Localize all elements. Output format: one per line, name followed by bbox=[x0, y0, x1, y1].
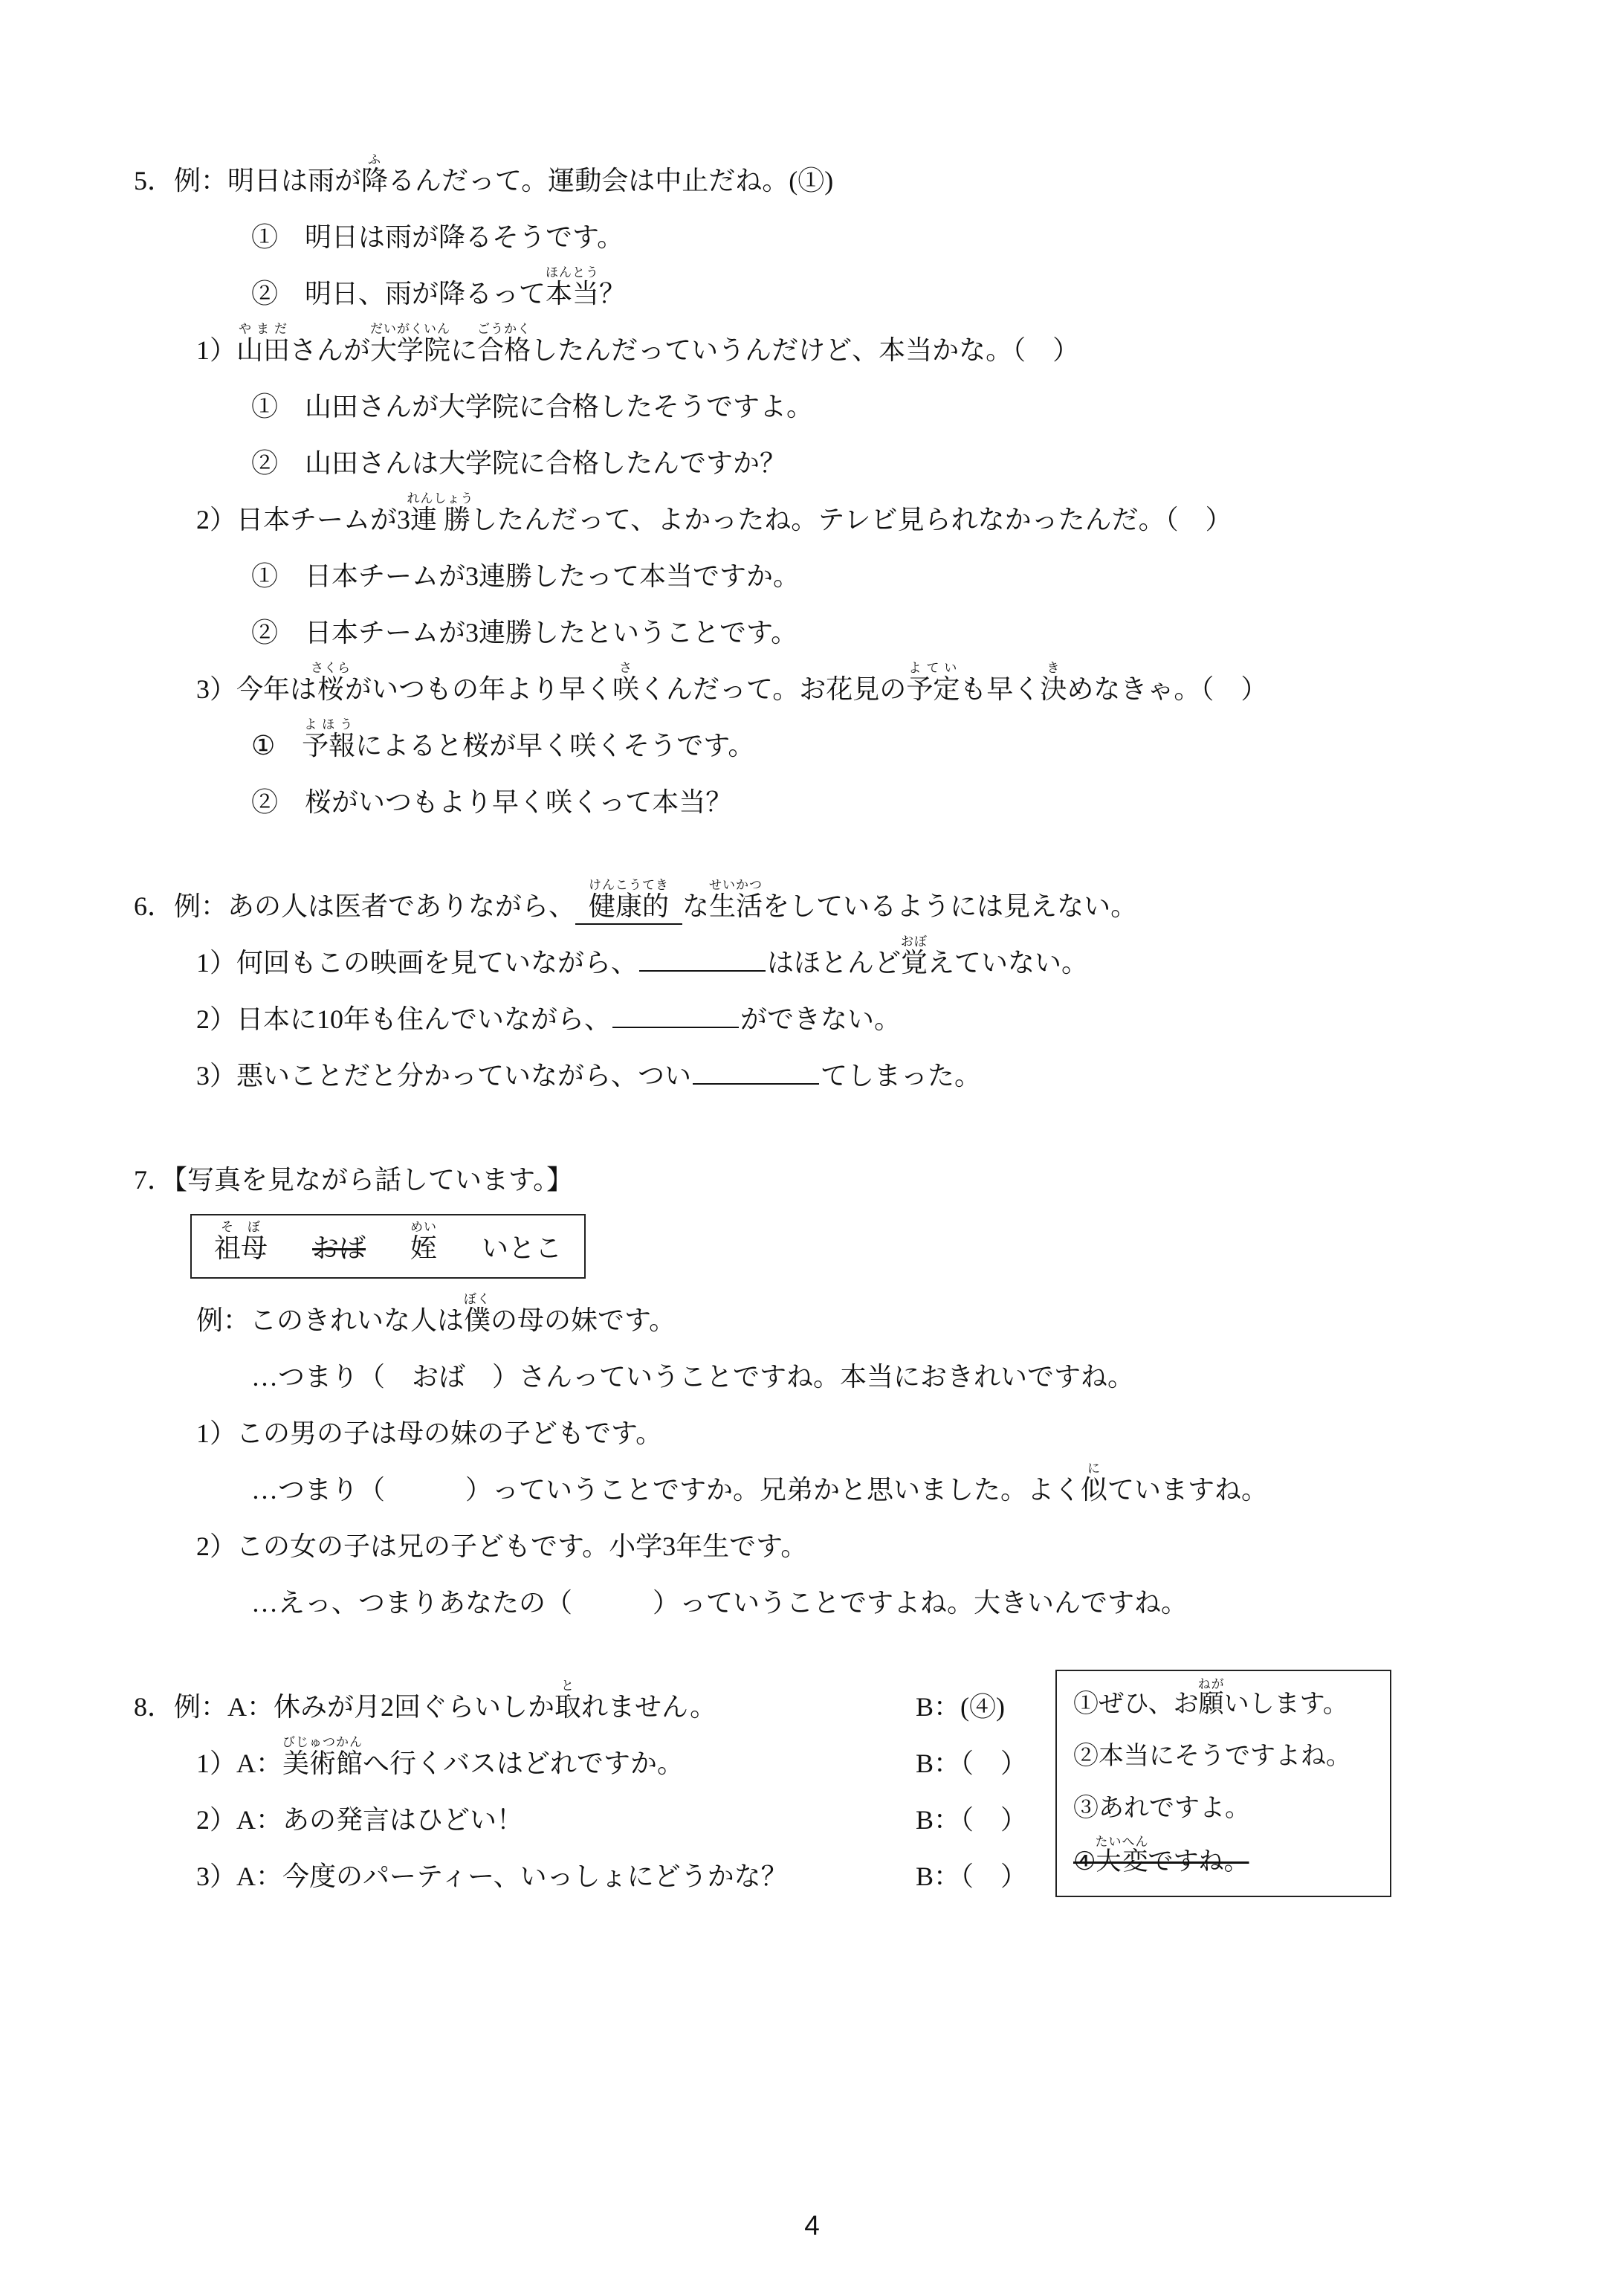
s7-question-2-statement: 2）この女の子は兄の子どもです。小学3年生です。 bbox=[196, 1531, 808, 1561]
section-6 bbox=[134, 878, 1513, 1104]
s5-question-1: 1）山田やまださんが大学院だいがくいんに合格ごうかくしたんだっていうんだけど、本当かな。（ ） bbox=[196, 322, 1080, 365]
s8-question-1-a-line: 1）A：美術館びじゅつかんへ行くバスはどれですか。 bbox=[196, 1735, 685, 1778]
s5-example-option-1: ① 明日は雨が降るそうです。 bbox=[251, 222, 624, 252]
s5-question-3-option-1: ① 予報よほうによると桜が早く咲くそうです。 bbox=[251, 717, 755, 761]
s5-example-prompt: 5．例：明日は雨が降ふるんだって。運動会は中止だね。(①) bbox=[134, 152, 834, 196]
s7-heading: 7．【写真を見ながら話しています。】 bbox=[134, 1165, 574, 1195]
s7-question-1-statement: 1）この男の子は母の妹の子どもです。 bbox=[196, 1418, 663, 1448]
s8-question-2-a-line: 2）A：あの発言はひどい！ bbox=[196, 1805, 523, 1835]
s5-question-1-option-1: ① 山田さんが大学院に合格したそうですよ。 bbox=[251, 392, 814, 422]
answer-option-2: ②本当にそうですよね。 bbox=[1073, 1743, 1351, 1770]
s7-example-statement: 例：このきれいな人は僕ぼくの母の妹です。 bbox=[196, 1292, 676, 1335]
s7-example-reply: …つまり（ おば ）さんっていうことですね。本当におきれいですね。 bbox=[251, 1362, 1135, 1392]
s6-example-sentence: 6．例：あの人は医者でありながら、 健康的けんこうてきな生活せいかつをしているようには見えない。 bbox=[134, 878, 1513, 934]
word-bank-item-oba: おば bbox=[312, 1233, 366, 1263]
word-bank-item-itoko: いとこ bbox=[482, 1233, 563, 1263]
s7-question-2-reply: …えっ、つまりあなたの（ ）っていうことですよね。大きいんですね。 bbox=[251, 1588, 1188, 1618]
word-bank-item-mei: 姪めい bbox=[410, 1220, 438, 1263]
s5-question-2-option-1: ① 日本チームが3連勝したって本当ですか。 bbox=[251, 561, 800, 591]
s5-question-2-option-2: ② 日本チームが3連勝したということです。 bbox=[251, 618, 798, 648]
s5-question-3-option-2: ② 桜がいつもより早く咲くって本当？ bbox=[251, 787, 733, 817]
word-bank-box bbox=[190, 1214, 586, 1279]
section-5 bbox=[134, 152, 1513, 830]
answer-option-3: ③あれですよ。 bbox=[1073, 1795, 1250, 1822]
answer-option-4: ④大変たいへんですね。 bbox=[1073, 1835, 1249, 1876]
section-7 bbox=[134, 1152, 1513, 1631]
s8-question-2-b-answer: B：（ ） bbox=[916, 1805, 1028, 1835]
s8-question-1-b-answer: B：（ ） bbox=[916, 1748, 1028, 1778]
section-8 bbox=[134, 1679, 1513, 1905]
answer-option-1: ①ぜひ、お願ねがいします。 bbox=[1073, 1677, 1348, 1718]
s8-example-a-line: 8．例：A：休みが月2回ぐらいしか取とれません。 bbox=[134, 1679, 717, 1722]
s5-question-3: 3）今年は桜さくらがいつもの年より早く咲さくんだって。お花見の予定よていも早く決きめなきゃ。（ ） bbox=[196, 661, 1268, 704]
s5-question-1-option-2: ② 山田さんは大学院に合格したんですか？ bbox=[251, 448, 787, 478]
page-number: 4 bbox=[804, 2210, 820, 2241]
s6-fill-blank-2: 2）日本に10年も住んでいながら、 ができない。 bbox=[196, 991, 1513, 1047]
s8-question-3-a-line: 3）A：今度のパーティー、いっしょにどうかな？ bbox=[196, 1861, 788, 1891]
s7-question-1-reply: …つまり（ ）っていうことですか。兄弟かと思いました。よく似にていますね。 bbox=[251, 1462, 1269, 1505]
answer-options-box bbox=[1055, 1670, 1391, 1897]
s5-question-2: 2）日本チームが3連勝れんしょうしたんだって、よかったね。テレビ見られなかったんだ。（ ） bbox=[196, 491, 1232, 535]
s8-question-3-b-answer: B：（ ） bbox=[916, 1861, 1028, 1891]
s6-fill-blank-3: 3）悪いことだと分かっていながら、つい てしまった。 bbox=[196, 1047, 1513, 1104]
word-bank-item-sobo: 祖母そぼ bbox=[214, 1220, 268, 1263]
s6-fill-blank-1: 1）何回もこの映画を見ていながら、 はほとんど覚おぼえていない。 bbox=[196, 934, 1089, 978]
s5-example-option-2: ② 明日、雨が降るって本当ほんとう？ bbox=[251, 265, 627, 309]
s8-example-b-answer: B：(④) bbox=[916, 1692, 1005, 1722]
